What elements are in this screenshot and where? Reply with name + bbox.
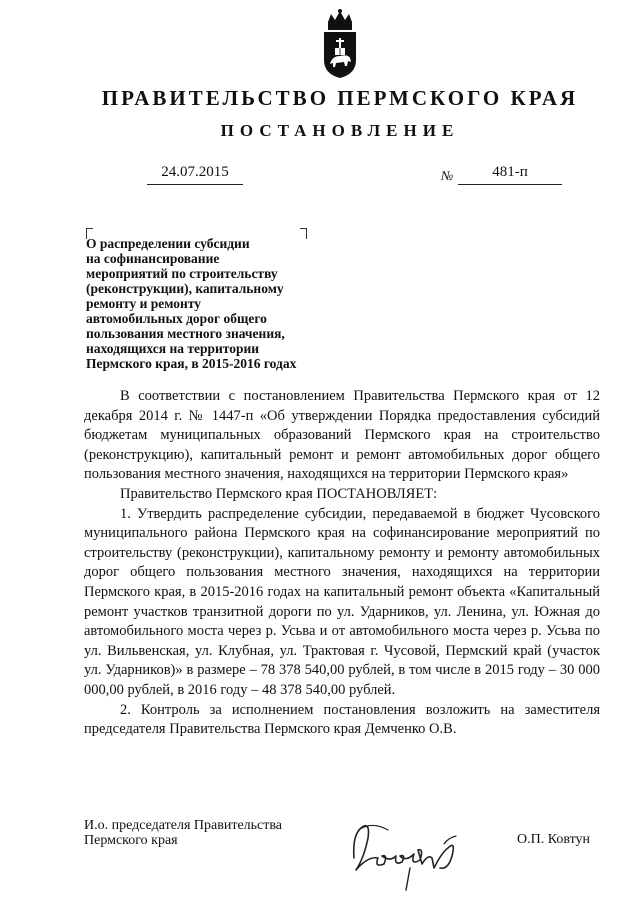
signatory-title-line: И.о. председателя Правительства <box>84 818 283 833</box>
document-date: 24.07.2015 <box>147 164 243 185</box>
signatory-title-line: Пермского края <box>84 833 178 848</box>
signatory-name: О.П. Ковтун <box>517 832 591 847</box>
handwritten-signature-icon <box>344 818 484 893</box>
subject-line: Пермского края, в 2015-2016 годах <box>86 356 297 371</box>
document-type: ПОСТАНОВЛЕНИЕ <box>220 121 460 140</box>
document-body <box>84 387 600 740</box>
document-number: 481-п <box>458 164 562 185</box>
subject-line: (реконструкции), капитальному <box>86 281 284 296</box>
document-subject <box>86 236 336 371</box>
clause-2-paragraph: 2. Контроль за исполнением постановления возложить на заместителя председателя Правительства Пермского края Демченко О.В. <box>84 701 600 738</box>
signatory-title <box>84 818 282 848</box>
subject-line: пользования местного значения, <box>86 326 285 341</box>
coat-of-arms-icon <box>318 8 362 80</box>
number-sign: № <box>441 168 454 183</box>
subject-line: О распределении субсидии <box>86 236 250 251</box>
subject-line: автомобильных дорог общего <box>86 311 267 326</box>
government-title: ПРАВИТЕЛЬСТВО ПЕРМСКОГО КРАЯ <box>101 86 579 110</box>
subject-line: ремонту и ремонту <box>86 296 202 311</box>
subject-line: на софинансирование <box>86 251 220 266</box>
preamble-paragraph: В соответствии с постановлением Правительства Пермского края от 12 декабря 2014 г. № 1447-п «Об утверждении Порядка предоставления субсидий бюджетам муниципальных образований Пермского края на строительство (реконструкцию), капитальный ремонт и ремонт автомобильных дорог общего пользования местного значения, находящихся на территории Пермского края» <box>84 388 600 483</box>
resolution-paragraph: Правительство Пермского края ПОСТАНОВЛЯЕТ: <box>120 485 438 502</box>
subject-line: мероприятий по строительству <box>86 266 278 281</box>
clause-1-paragraph: 1. Утвердить распределение субсидии, передаваемой в бюджет Чусовского муниципального района Пермского края на софинансирование мероприятий по строительству (реконструкции), капитальному ремонту и ремонту автомобильных дорог общего пользования местного значения, находящихся на территории Пермского края, в 2015-2016 годах на капитальный ремонт объекта «Капитальный ремонт участков транзитной дороги по ул. Ударников, ул. Ленина, ул. Южная до автомобильного моста через р. Усьва и от автомобильного моста через р. Усьва по ул. Вильвенская, ул. Клубная, ул. Трактовая г. Чусовой, Пермский край (участок ул. Ударников)» в размере – 78 378 540,00 рублей, в том числе в 2015 году – 30 000 000,00 рублей, в 2016 году – 48 378 540,00 рублей. <box>84 505 600 698</box>
subject-line: находящихся на территории <box>86 341 260 356</box>
